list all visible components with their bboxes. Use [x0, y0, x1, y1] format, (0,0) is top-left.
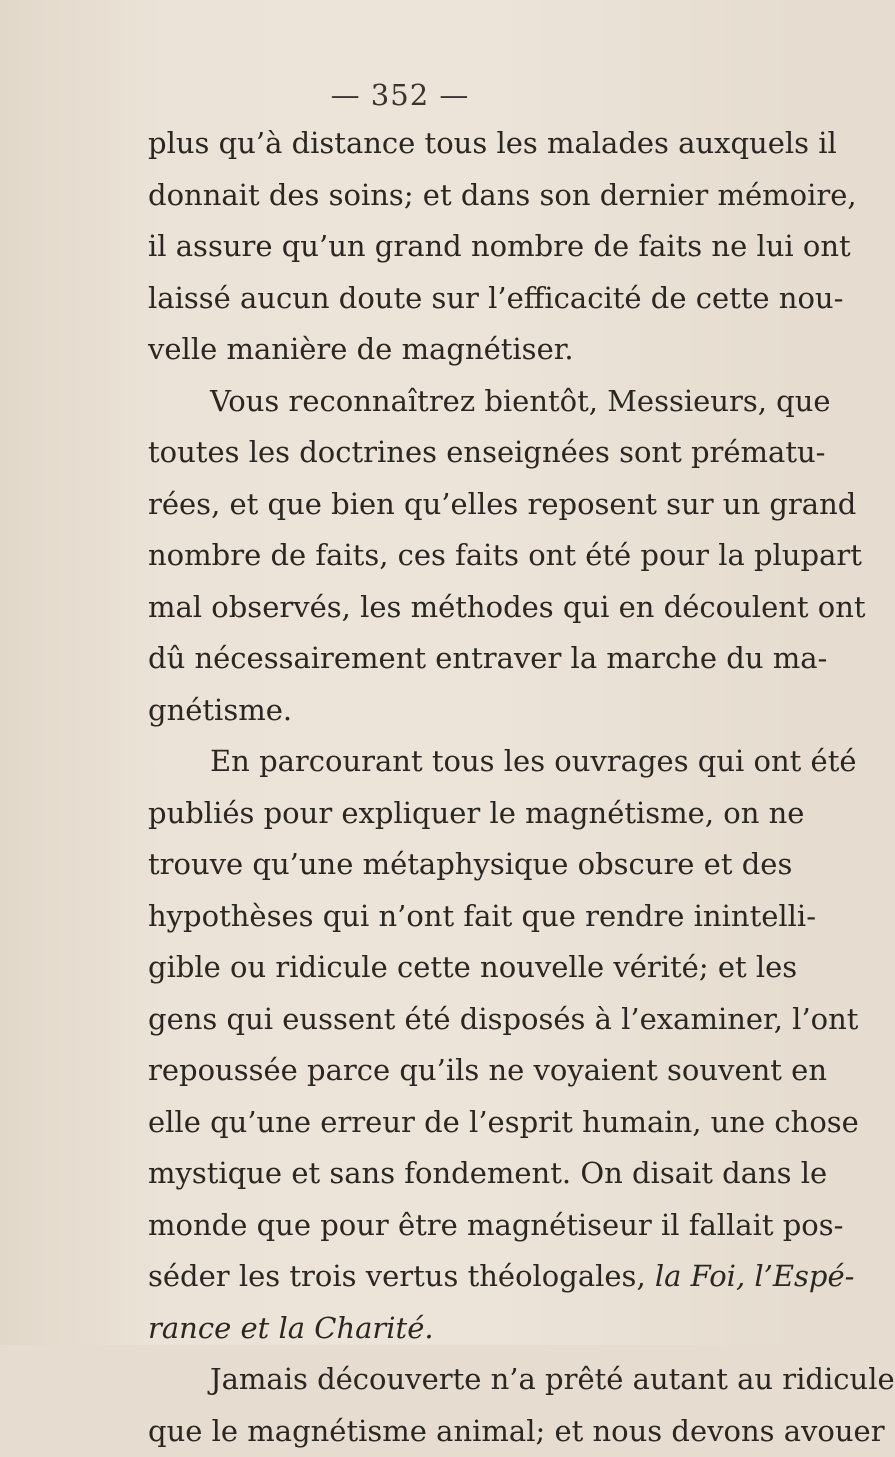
text-line: velle manière de magnétiser. [148, 324, 784, 376]
text-line: il assure qu’un grand nombre de faits ne lui ont [148, 221, 784, 273]
paragraph-start-line: Jamais découverte n’a prêté autant au ridicule [148, 1354, 784, 1406]
italic-phrase: la Foi, l’Espé- [655, 1259, 855, 1293]
text-line-with-italic [148, 1251, 784, 1303]
text-line: nombre de faits, ces faits ont été pour la plupart [148, 530, 784, 582]
text-line: dû nécessairement entraver la marche du ma- [148, 633, 784, 685]
text-line: rées, et que bien qu’elles reposent sur un grand [148, 479, 784, 531]
page-number: — 352 — [0, 78, 800, 112]
text-line: rance et la Charité. [148, 1303, 784, 1355]
text-segment: séder les trois vertus théologales, [148, 1259, 646, 1293]
text-line: plus qu’à distance tous les malades auxquels il [148, 118, 784, 170]
text-line: gens qui eussent été disposés à l’examiner, l’ont [148, 994, 784, 1046]
body-text [148, 118, 784, 1457]
text-line: laissé aucun doute sur l’efficacité de cette nou- [148, 273, 784, 325]
text-line: gnétisme. [148, 685, 784, 737]
text-line: trouve qu’une métaphysique obscure et des [148, 839, 784, 891]
text-line: monde que pour être magnétiseur il fallait pos- [148, 1200, 784, 1252]
text-line: hypothèses qui n’ont fait que rendre inintelli- [148, 891, 784, 943]
text-line: elle qu’une erreur de l’esprit humain, une chose [148, 1097, 784, 1149]
text-line: donnait des soins; et dans son dernier mémoire, [148, 170, 784, 222]
paragraph-start-line: En parcourant tous les ouvrages qui ont été [148, 736, 784, 788]
text-line: toutes les doctrines enseignées sont prématu- [148, 427, 784, 479]
text-line: publiés pour expliquer le magnétisme, on ne [148, 788, 784, 840]
text-line: gible ou ridicule cette nouvelle vérité; et les [148, 942, 784, 994]
text-line: mystique et sans fondement. On disait dans le [148, 1148, 784, 1200]
text-line: que le magnétisme animal; et nous devons avouer [148, 1406, 784, 1457]
paragraph-start-line: Vous reconnaîtrez bientôt, Messieurs, que [148, 376, 784, 428]
text-line: mal observés, les méthodes qui en découlent ont [148, 582, 784, 634]
text-line: repoussée parce qu’ils ne voyaient souvent en [148, 1045, 784, 1097]
